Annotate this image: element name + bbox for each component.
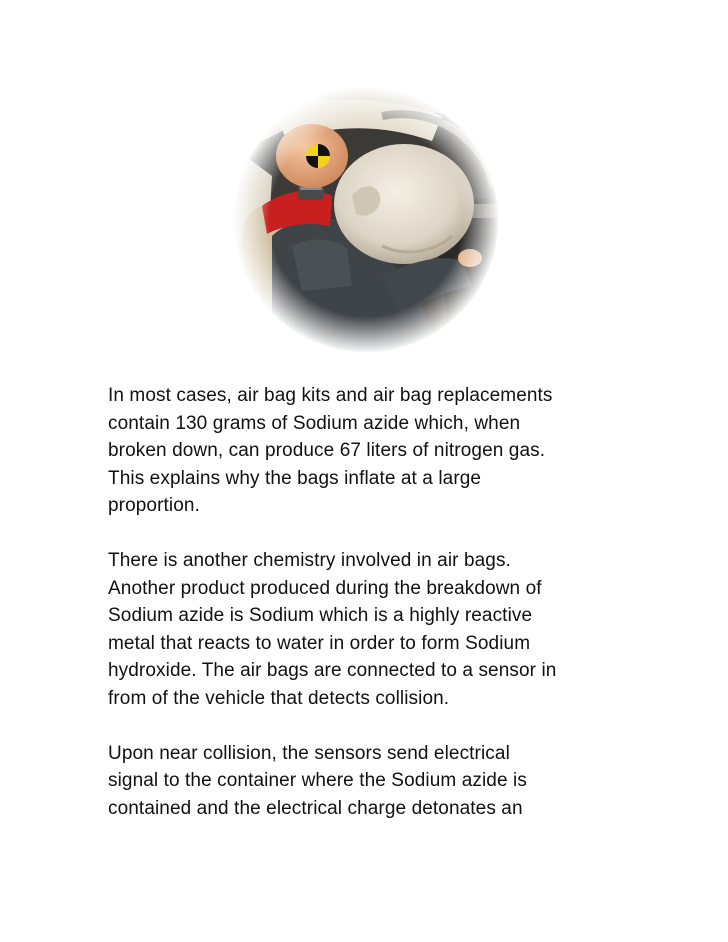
- text-line: hydroxide. The air bags are connected to a sensor in: [108, 660, 557, 681]
- text-line: In most cases, air bag kits and air bag replacements: [108, 385, 553, 406]
- crash-test-dummy-airbag-photo-icon: [232, 86, 500, 354]
- article-body: [108, 382, 628, 822]
- text-line: This explains why the bags inflate at a large: [108, 467, 482, 489]
- text-line: Another product produced during the breakdown of: [108, 577, 542, 599]
- text-line: from of the vehicle that detects collision.: [108, 687, 450, 709]
- text-line: There is another chemistry involved in air bags.: [108, 550, 511, 571]
- paragraph-spacer: [108, 520, 628, 548]
- text-line: proportion.: [108, 495, 200, 516]
- text-line: contained and the electrical charge detonates an: [108, 797, 523, 819]
- paragraph: [108, 382, 628, 520]
- paragraph: [108, 740, 628, 823]
- paragraph-spacer: [108, 712, 628, 740]
- text-line: Upon near collision, the sensors send electrical: [108, 742, 510, 764]
- text-line: broken down, can produce 67 liters of nitrogen gas.: [108, 440, 546, 461]
- text-line: Sodium azide is Sodium which is a highly reactive: [108, 605, 533, 626]
- paragraph: [108, 547, 628, 712]
- airbag-crash-test-photo: [232, 86, 500, 354]
- text-line: signal to the container where the Sodium azide is: [108, 770, 527, 791]
- text-line: metal that reacts to water in order to form Sodium: [108, 632, 531, 654]
- text-line: contain 130 grams of Sodium azide which, when: [108, 412, 521, 434]
